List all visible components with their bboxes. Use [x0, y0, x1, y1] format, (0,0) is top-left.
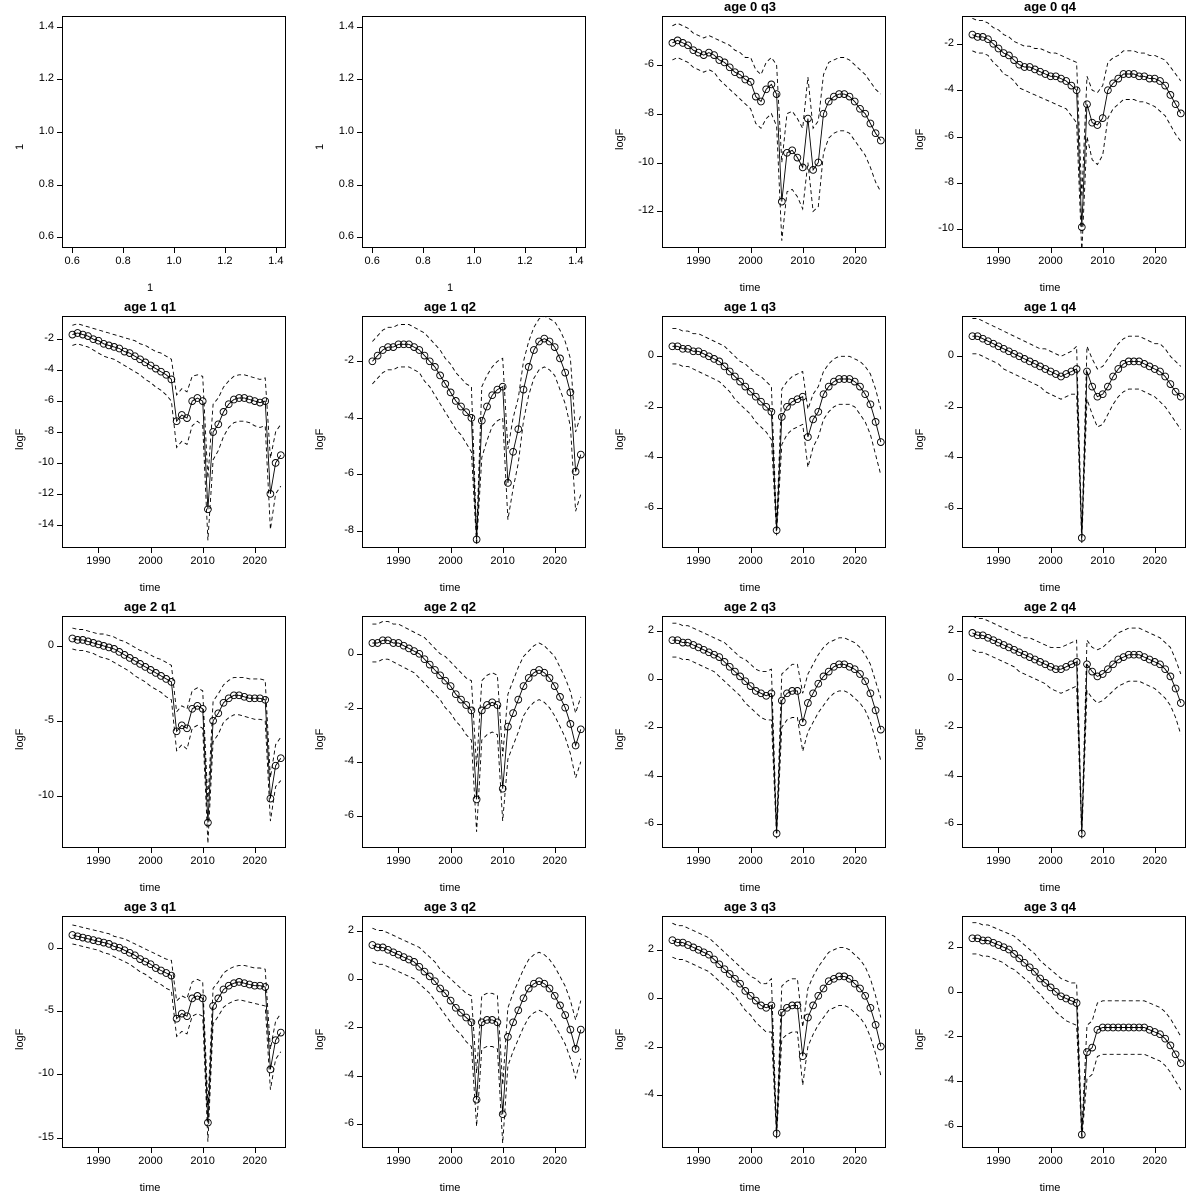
- x-tick-label: 2020: [842, 1155, 867, 1167]
- y-tick-label: -8: [344, 524, 354, 537]
- x-tick-label: 2000: [738, 855, 763, 867]
- y-tick-label: -6: [644, 500, 654, 513]
- x-tick-label: 1990: [986, 1155, 1011, 1167]
- y-tick-label: -2: [344, 1020, 354, 1033]
- y-tick-label: 0.8: [38, 177, 54, 190]
- x-tick-label: 2020: [242, 855, 267, 867]
- y-axis-label: logF: [914, 128, 926, 150]
- x-tick-label: 1990: [386, 855, 411, 867]
- plot-area: [362, 16, 586, 248]
- ci-lower-line: [972, 650, 1180, 839]
- ci-upper-line: [672, 329, 880, 526]
- chart-panel-14: [600, 900, 900, 1200]
- x-axis-label: time: [139, 882, 161, 894]
- ci-lower-line: [972, 51, 1180, 253]
- fitted-line: [72, 333, 280, 509]
- y-tick-label: 0: [47, 940, 54, 953]
- y-axis-label: 1: [14, 143, 26, 150]
- y-tick-mark: [357, 237, 362, 238]
- x-tick-label: 2000: [1038, 855, 1063, 867]
- ci-lower-line: [672, 657, 880, 838]
- y-tick-label: -4: [644, 450, 654, 463]
- x-tick-label: 2000: [738, 255, 763, 267]
- x-axis-label: time: [1039, 282, 1061, 294]
- chart-panel-0: [0, 0, 300, 300]
- chart-panel-9: [300, 600, 600, 900]
- y-tick-label: -4: [944, 768, 954, 781]
- fitted-line: [72, 639, 280, 823]
- x-tick-label: 2010: [490, 855, 515, 867]
- ci-upper-line: [372, 928, 580, 1085]
- y-tick-mark: [357, 79, 362, 80]
- y-tick-mark: [357, 185, 362, 186]
- y-tick-label: -5: [44, 713, 54, 726]
- y-tick-label: -4: [344, 410, 354, 423]
- y-tick-mark: [357, 132, 362, 133]
- series-layer: [600, 600, 900, 900]
- y-axis-label: logF: [914, 728, 926, 750]
- x-axis-label: time: [439, 1182, 461, 1194]
- y-tick-label: -5: [44, 1004, 54, 1017]
- ci-lower-line: [372, 659, 580, 832]
- y-tick-label: 2: [647, 942, 654, 955]
- x-axis-label: time: [739, 882, 761, 894]
- observation-point: [277, 755, 284, 762]
- y-tick-label: -4: [644, 768, 654, 781]
- x-tick-label: 1990: [986, 255, 1011, 267]
- ci-upper-line: [72, 628, 280, 802]
- y-tick-label: -4: [944, 450, 954, 463]
- x-tick-label: 2020: [842, 555, 867, 567]
- x-tick-label: 2010: [190, 555, 215, 567]
- y-axis-label: logF: [614, 128, 626, 150]
- x-tick-label: 2010: [790, 255, 815, 267]
- panel-title: age 0 q3: [723, 0, 777, 14]
- x-tick-label: 1990: [686, 555, 711, 567]
- y-tick-label: -12: [38, 486, 54, 499]
- panel-title: age 2 q2: [423, 599, 477, 614]
- panel-title: age 1 q4: [1023, 299, 1077, 314]
- series-layer: [600, 900, 900, 1200]
- x-tick-label: 2000: [1038, 255, 1063, 267]
- panel-title: age 3 q4: [1023, 899, 1077, 914]
- ci-lower-line: [72, 344, 280, 541]
- x-tick-label: 2020: [1142, 1155, 1167, 1167]
- y-tick-label: -4: [644, 1087, 654, 1100]
- x-axis-label: time: [1039, 1182, 1061, 1194]
- fitted-line: [72, 935, 280, 1123]
- x-tick-label: 2010: [190, 1155, 215, 1167]
- y-tick-label: 0.6: [338, 230, 354, 243]
- observation-point: [1177, 110, 1184, 117]
- series-layer: [0, 600, 300, 900]
- x-tick-mark: [225, 248, 226, 253]
- panel-title: age 3 q1: [123, 899, 177, 914]
- y-axis-label: 1: [314, 143, 326, 150]
- x-tick-label: 2020: [1142, 255, 1167, 267]
- x-axis-label: time: [1039, 882, 1061, 894]
- ci-lower-line: [672, 957, 880, 1138]
- y-tick-label: 1.0: [338, 125, 354, 137]
- chart-panel-2: [600, 0, 900, 300]
- panel-title: age 2 q4: [1023, 599, 1077, 614]
- chart-panel-1: [300, 0, 600, 300]
- y-tick-mark: [57, 185, 62, 186]
- y-tick-label: 2: [347, 923, 354, 936]
- x-axis-label: time: [139, 582, 161, 594]
- x-tick-label: 2000: [138, 1155, 163, 1167]
- y-tick-label: 0: [347, 646, 354, 659]
- y-tick-label: -4: [344, 754, 354, 767]
- ci-upper-line: [972, 616, 1180, 829]
- y-tick-label: -6: [44, 394, 54, 407]
- series-layer: [900, 300, 1200, 600]
- fitted-line: [672, 940, 880, 1133]
- x-axis-label: time: [439, 882, 461, 894]
- y-axis-label: logF: [614, 428, 626, 450]
- x-tick-label: 2020: [242, 1155, 267, 1167]
- y-tick-label: -10: [938, 222, 954, 235]
- y-tick-mark: [57, 132, 62, 133]
- x-tick-label: 1.0: [466, 255, 482, 267]
- x-tick-label: 1990: [686, 1155, 711, 1167]
- y-tick-label: 0: [947, 349, 954, 362]
- x-tick-label: 2010: [790, 1155, 815, 1167]
- series-layer: [900, 600, 1200, 900]
- y-axis-label: logF: [14, 428, 26, 450]
- x-tick-label: 2000: [1038, 1155, 1063, 1167]
- y-tick-label: 0: [947, 671, 954, 684]
- x-tick-label: 2010: [1090, 555, 1115, 567]
- y-tick-label: -2: [44, 332, 54, 345]
- y-tick-label: 2: [947, 623, 954, 636]
- y-axis-label: logF: [314, 428, 326, 450]
- y-tick-label: -15: [38, 1130, 54, 1143]
- y-tick-label: -6: [944, 500, 954, 513]
- x-tick-label: 1990: [386, 1155, 411, 1167]
- y-tick-label: 1.2: [38, 72, 54, 85]
- ci-upper-line: [672, 923, 880, 1128]
- ci-upper-line: [972, 18, 1180, 197]
- y-tick-label: -2: [344, 354, 354, 367]
- chart-panel-7: [900, 300, 1200, 600]
- ci-lower-line: [372, 367, 580, 545]
- chart-panel-4: [0, 300, 300, 600]
- x-tick-label: 2000: [738, 1155, 763, 1167]
- x-tick-mark: [423, 248, 424, 253]
- x-tick-label: 1990: [86, 555, 111, 567]
- y-tick-label: -12: [638, 204, 654, 217]
- y-tick-label: 0: [647, 349, 654, 362]
- x-axis-label: 1: [146, 282, 154, 294]
- ci-lower-line: [72, 944, 280, 1142]
- observation-point: [577, 1026, 584, 1033]
- ci-upper-line: [372, 621, 580, 767]
- ci-lower-line: [972, 954, 1180, 1139]
- y-axis-label: logF: [314, 728, 326, 750]
- y-tick-label: -6: [944, 129, 954, 142]
- ci-upper-line: [372, 316, 580, 534]
- fitted-line: [372, 945, 580, 1114]
- y-tick-label: -4: [944, 1074, 954, 1087]
- y-tick-label: -4: [944, 83, 954, 96]
- y-axis-label: logF: [614, 1028, 626, 1050]
- y-axis-label: logF: [14, 1028, 26, 1050]
- x-tick-label: 2010: [490, 1155, 515, 1167]
- panel-title: age 3 q2: [423, 899, 477, 914]
- chart-panel-12: [0, 900, 300, 1200]
- y-axis-label: logF: [914, 1028, 926, 1050]
- y-tick-mark: [57, 79, 62, 80]
- chart-panel-11: [900, 600, 1200, 900]
- x-axis-label: time: [439, 582, 461, 594]
- x-tick-label: 2010: [790, 555, 815, 567]
- x-tick-label: 1990: [86, 1155, 111, 1167]
- x-tick-label: 1.0: [166, 255, 182, 267]
- y-tick-label: 0.8: [338, 177, 354, 190]
- x-tick-label: 2020: [1142, 855, 1167, 867]
- y-tick-mark: [357, 27, 362, 28]
- y-tick-label: -8: [44, 425, 54, 437]
- y-tick-label: -10: [38, 1067, 54, 1080]
- x-tick-label: 2010: [1090, 1155, 1115, 1167]
- y-axis-label: logF: [614, 728, 626, 750]
- x-tick-label: 1990: [386, 555, 411, 567]
- observation-point: [1177, 393, 1184, 400]
- y-tick-label: -10: [38, 455, 54, 468]
- x-tick-label: 2020: [842, 855, 867, 867]
- ci-upper-line: [672, 623, 880, 829]
- chart-panel-13: [300, 900, 600, 1200]
- x-tick-mark: [372, 248, 373, 253]
- ci-lower-line: [72, 649, 280, 844]
- y-axis-label: logF: [14, 728, 26, 750]
- x-tick-label: 0.8: [415, 255, 431, 267]
- y-tick-label: -10: [638, 155, 654, 168]
- series-layer: [300, 600, 600, 900]
- x-tick-label: 2010: [1090, 255, 1115, 267]
- y-tick-label: -2: [944, 1029, 954, 1042]
- y-tick-label: -6: [344, 808, 354, 821]
- ci-upper-line: [972, 319, 1180, 533]
- ci-lower-line: [672, 58, 880, 241]
- y-axis-label: logF: [314, 1028, 326, 1050]
- y-tick-label: 1.4: [338, 19, 354, 32]
- y-tick-label: -6: [944, 816, 954, 829]
- chart-panel-15: [900, 900, 1200, 1200]
- y-tick-label: -10: [38, 788, 54, 801]
- x-tick-mark: [474, 248, 475, 253]
- y-tick-label: 0: [647, 671, 654, 684]
- y-tick-label: -8: [644, 106, 654, 119]
- x-tick-mark: [576, 248, 577, 253]
- x-tick-label: 2000: [138, 855, 163, 867]
- series-layer: [300, 900, 600, 1200]
- y-tick-label: -4: [344, 1068, 354, 1081]
- y-tick-label: 0: [947, 984, 954, 997]
- x-tick-label: 2020: [842, 255, 867, 267]
- series-layer: [0, 300, 300, 600]
- x-tick-label: 2000: [438, 555, 463, 567]
- y-tick-label: 0: [47, 638, 54, 651]
- x-tick-mark: [123, 248, 124, 253]
- series-layer: [300, 300, 600, 600]
- series-layer: [600, 0, 900, 300]
- x-axis-label: time: [739, 582, 761, 594]
- y-tick-label: -14: [38, 517, 54, 530]
- y-tick-label: -2: [944, 399, 954, 412]
- y-tick-label: -6: [344, 467, 354, 480]
- x-tick-mark: [174, 248, 175, 253]
- y-tick-label: -6: [644, 57, 654, 70]
- x-tick-mark: [525, 248, 526, 253]
- ci-lower-line: [672, 364, 880, 536]
- x-tick-label: 1990: [986, 855, 1011, 867]
- x-tick-label: 2010: [190, 855, 215, 867]
- x-tick-label: 1.4: [568, 255, 584, 267]
- fitted-line: [672, 40, 880, 201]
- observation-point: [1177, 700, 1184, 707]
- y-tick-label: 1.0: [38, 125, 54, 137]
- x-axis-label: time: [139, 1182, 161, 1194]
- series-layer: [600, 300, 900, 600]
- fitted-line: [972, 336, 1180, 538]
- x-axis-label: 1: [446, 282, 454, 294]
- x-tick-label: 2000: [438, 855, 463, 867]
- x-tick-label: 2020: [542, 855, 567, 867]
- y-axis-label: logF: [914, 428, 926, 450]
- x-tick-label: 2010: [1090, 855, 1115, 867]
- y-tick-label: 1.2: [338, 72, 354, 85]
- panel-title: age 3 q3: [723, 899, 777, 914]
- x-tick-label: 1990: [86, 855, 111, 867]
- x-tick-label: 2020: [542, 1155, 567, 1167]
- x-tick-label: 1990: [686, 255, 711, 267]
- x-tick-mark: [72, 248, 73, 253]
- x-axis-label: time: [739, 282, 761, 294]
- fitted-line: [672, 640, 880, 833]
- y-tick-label: 1.4: [38, 19, 54, 32]
- x-tick-label: 1.2: [217, 255, 233, 267]
- series-layer: [900, 0, 1200, 300]
- x-tick-label: 2020: [542, 555, 567, 567]
- chart-panel-10: [600, 600, 900, 900]
- series-layer: [900, 900, 1200, 1200]
- x-axis-label: time: [739, 1182, 761, 1194]
- x-tick-label: 0.6: [364, 255, 380, 267]
- series-layer: [0, 900, 300, 1200]
- x-tick-label: 2010: [790, 855, 815, 867]
- x-tick-label: 1.2: [517, 255, 533, 267]
- panel-title: age 1 q2: [423, 299, 477, 314]
- chart-panel-6: [600, 300, 900, 600]
- x-axis-label: time: [1039, 582, 1061, 594]
- panel-title: age 1 q3: [723, 299, 777, 314]
- chart-panel-5: [300, 300, 600, 600]
- y-tick-label: -6: [944, 1118, 954, 1131]
- y-tick-label: -2: [644, 399, 654, 412]
- y-tick-label: 0: [647, 991, 654, 1004]
- y-tick-label: -2: [944, 720, 954, 733]
- fitted-line: [972, 938, 1180, 1134]
- fitted-line: [372, 339, 580, 540]
- panel-title: age 2 q3: [723, 599, 777, 614]
- y-tick-label: -6: [644, 816, 654, 829]
- x-tick-label: 2000: [738, 555, 763, 567]
- y-tick-label: 0: [347, 971, 354, 984]
- x-tick-label: 1.4: [268, 255, 284, 267]
- x-tick-label: 2000: [138, 555, 163, 567]
- panel-title: age 2 q1: [123, 599, 177, 614]
- y-tick-label: -2: [944, 36, 954, 49]
- fitted-line: [972, 35, 1180, 228]
- y-tick-label: -4: [44, 363, 54, 376]
- y-tick-mark: [57, 27, 62, 28]
- panel-title: age 1 q1: [123, 299, 177, 314]
- y-tick-label: 0.6: [38, 230, 54, 243]
- x-tick-label: 2000: [438, 1155, 463, 1167]
- chart-panel-3: [900, 0, 1200, 300]
- x-tick-label: 0.8: [115, 255, 131, 267]
- chart-panel-8: [0, 600, 300, 900]
- panel-title: age 0 q4: [1023, 0, 1077, 14]
- x-tick-mark: [276, 248, 277, 253]
- fitted-line: [672, 346, 880, 530]
- x-tick-label: 1990: [986, 555, 1011, 567]
- x-tick-label: 2020: [242, 555, 267, 567]
- x-tick-label: 2020: [1142, 555, 1167, 567]
- plot-area: [62, 16, 286, 248]
- x-tick-label: 2010: [490, 555, 515, 567]
- y-tick-label: -6: [344, 1116, 354, 1129]
- x-tick-label: 2000: [1038, 555, 1063, 567]
- x-tick-label: 1990: [686, 855, 711, 867]
- y-tick-mark: [57, 237, 62, 238]
- y-tick-label: 2: [647, 623, 654, 636]
- fitted-line: [372, 640, 580, 799]
- y-tick-label: -2: [644, 720, 654, 733]
- y-tick-label: -2: [644, 1039, 654, 1052]
- observation-point: [277, 1029, 284, 1036]
- y-tick-label: -2: [344, 700, 354, 713]
- y-tick-label: 2: [947, 940, 954, 953]
- x-tick-label: 0.6: [64, 255, 80, 267]
- y-tick-label: -8: [944, 176, 954, 189]
